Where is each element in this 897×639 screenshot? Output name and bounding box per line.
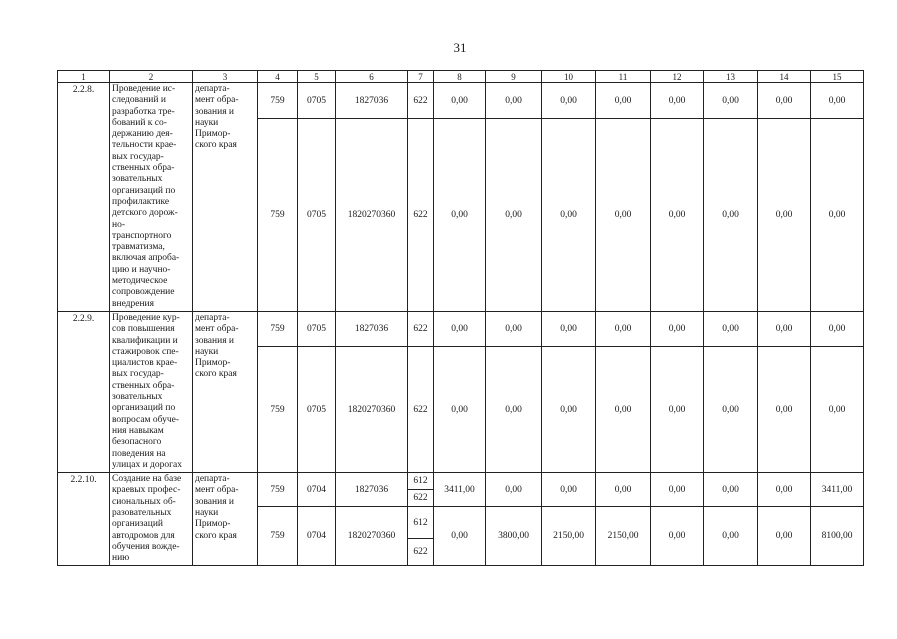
header-cell: 4 — [258, 71, 298, 83]
cell-section: 0705 — [298, 311, 336, 346]
header-cell: 13 — [704, 71, 758, 83]
cell-grbs: 759 — [258, 507, 298, 566]
cell-amount: 0,00 — [542, 119, 596, 312]
item-code: 2.2.8. — [58, 83, 110, 312]
cell-target: 1827036 — [336, 311, 408, 346]
cell-expense-type: 622 — [408, 119, 434, 312]
cell-amount: 0,00 — [434, 311, 486, 346]
cell-grbs: 759 — [258, 473, 298, 507]
cell-expense-type: 612 — [408, 507, 434, 539]
cell-amount: 0,00 — [596, 311, 651, 346]
item-name: Проведение кур- сов повышения квалификации и стажировок спе- циалистов крае- вых государ- ственных обра- зовательных организаций по вопросам обуче- ния навыкам безопасного поведения на улицах и дорогах — [110, 311, 193, 472]
cell-grbs: 759 — [258, 83, 298, 119]
header-cell: 15 — [811, 71, 864, 83]
header-row — [58, 71, 864, 83]
cell-amount: 0,00 — [596, 473, 651, 507]
cell-amount: 0,00 — [651, 311, 704, 346]
cell-amount: 0,00 — [651, 83, 704, 119]
item-executor: департа- мент обра- зования и науки Примор- ского края — [193, 83, 258, 312]
cell-amount: 8100,00 — [811, 507, 864, 566]
header-cell: 6 — [336, 71, 408, 83]
cell-amount: 0,00 — [486, 119, 542, 312]
header-cell: 2 — [110, 71, 193, 83]
cell-amount: 0,00 — [486, 311, 542, 346]
item-executor: департа- мент обра- зования и науки Примор- ского края — [193, 311, 258, 472]
header-cell: 5 — [298, 71, 336, 83]
cell-target: 1820270360 — [336, 507, 408, 566]
header-cell: 9 — [486, 71, 542, 83]
header-cell: 12 — [651, 71, 704, 83]
cell-amount: 0,00 — [704, 311, 758, 346]
cell-grbs: 759 — [258, 311, 298, 346]
cell-amount: 3411,00 — [811, 473, 864, 507]
cell-amount: 0,00 — [704, 119, 758, 312]
header-cell: 7 — [408, 71, 434, 83]
cell-section: 0704 — [298, 473, 336, 507]
cell-amount: 0,00 — [542, 311, 596, 346]
cell-amount: 0,00 — [542, 347, 596, 473]
cell-section: 0705 — [298, 119, 336, 312]
header-cell: 10 — [542, 71, 596, 83]
cell-amount: 0,00 — [542, 83, 596, 119]
table-row — [58, 473, 864, 490]
cell-amount: 0,00 — [758, 311, 811, 346]
cell-amount: 0,00 — [651, 347, 704, 473]
cell-amount: 0,00 — [486, 347, 542, 473]
cell-amount: 0,00 — [704, 507, 758, 566]
header-cell: 14 — [758, 71, 811, 83]
cell-section: 0705 — [298, 83, 336, 119]
cell-amount: 0,00 — [758, 473, 811, 507]
item-code: 2.2.10. — [58, 473, 110, 566]
cell-amount: 3411,00 — [434, 473, 486, 507]
item-executor: департа- мент обра- зования и науки Примор- ского края — [193, 473, 258, 566]
budget-table — [57, 70, 864, 566]
cell-amount: 0,00 — [596, 83, 651, 119]
cell-target: 1820270360 — [336, 119, 408, 312]
cell-target: 1827036 — [336, 473, 408, 507]
cell-amount: 0,00 — [704, 83, 758, 119]
cell-target: 1820270360 — [336, 347, 408, 473]
header-cell: 1 — [58, 71, 110, 83]
cell-amount: 0,00 — [758, 119, 811, 312]
cell-amount: 0,00 — [704, 473, 758, 507]
cell-amount: 0,00 — [811, 347, 864, 473]
cell-amount: 0,00 — [486, 473, 542, 507]
cell-expense-type: 622 — [408, 347, 434, 473]
header-cell: 11 — [596, 71, 651, 83]
cell-amount: 3800,00 — [486, 507, 542, 566]
item-code: 2.2.9. — [58, 311, 110, 472]
cell-expense-type: 612 — [408, 473, 434, 490]
cell-target: 1827036 — [336, 83, 408, 119]
cell-amount: 0,00 — [651, 473, 704, 507]
cell-section: 0705 — [298, 347, 336, 473]
cell-amount: 0,00 — [434, 347, 486, 473]
cell-amount: 0,00 — [651, 507, 704, 566]
cell-amount: 2150,00 — [596, 507, 651, 566]
cell-amount: 0,00 — [704, 347, 758, 473]
cell-grbs: 759 — [258, 347, 298, 473]
cell-section: 0704 — [298, 507, 336, 566]
cell-amount: 0,00 — [811, 83, 864, 119]
cell-expense-type: 622 — [408, 311, 434, 346]
cell-amount: 0,00 — [758, 347, 811, 473]
cell-amount: 0,00 — [596, 119, 651, 312]
table-row — [58, 311, 864, 346]
item-name: Проведение ис- следований и разработка тре- бований к со- держанию дея- тельности крае- вых государ- ственных обра- зовательных организаций по профилактике детского дорож- но- транспортного травматизма, включая апроба- цию и научно- методическое сопровождение внедрения — [110, 83, 193, 312]
cell-expense-type: 622 — [408, 83, 434, 119]
cell-expense-type: 622 — [408, 490, 434, 507]
cell-amount: 0,00 — [434, 83, 486, 119]
table-row — [58, 83, 864, 119]
cell-amount: 0,00 — [434, 119, 486, 312]
header-cell: 8 — [434, 71, 486, 83]
cell-amount: 0,00 — [758, 83, 811, 119]
cell-amount: 0,00 — [434, 507, 486, 566]
cell-grbs: 759 — [258, 119, 298, 312]
cell-amount: 0,00 — [758, 507, 811, 566]
cell-expense-type: 622 — [408, 539, 434, 566]
cell-amount: 0,00 — [542, 473, 596, 507]
cell-amount: 0,00 — [486, 83, 542, 119]
page-number: 31 — [453, 40, 467, 55]
cell-amount: 0,00 — [651, 119, 704, 312]
cell-amount: 0,00 — [596, 347, 651, 473]
item-name: Создание на базе краевых профес- сиональных об- разовательных организаций автодромов для обучения вожде- нию — [110, 473, 193, 566]
header-cell: 3 — [193, 71, 258, 83]
cell-amount: 0,00 — [811, 119, 864, 312]
cell-amount: 2150,00 — [542, 507, 596, 566]
cell-amount: 0,00 — [811, 311, 864, 346]
